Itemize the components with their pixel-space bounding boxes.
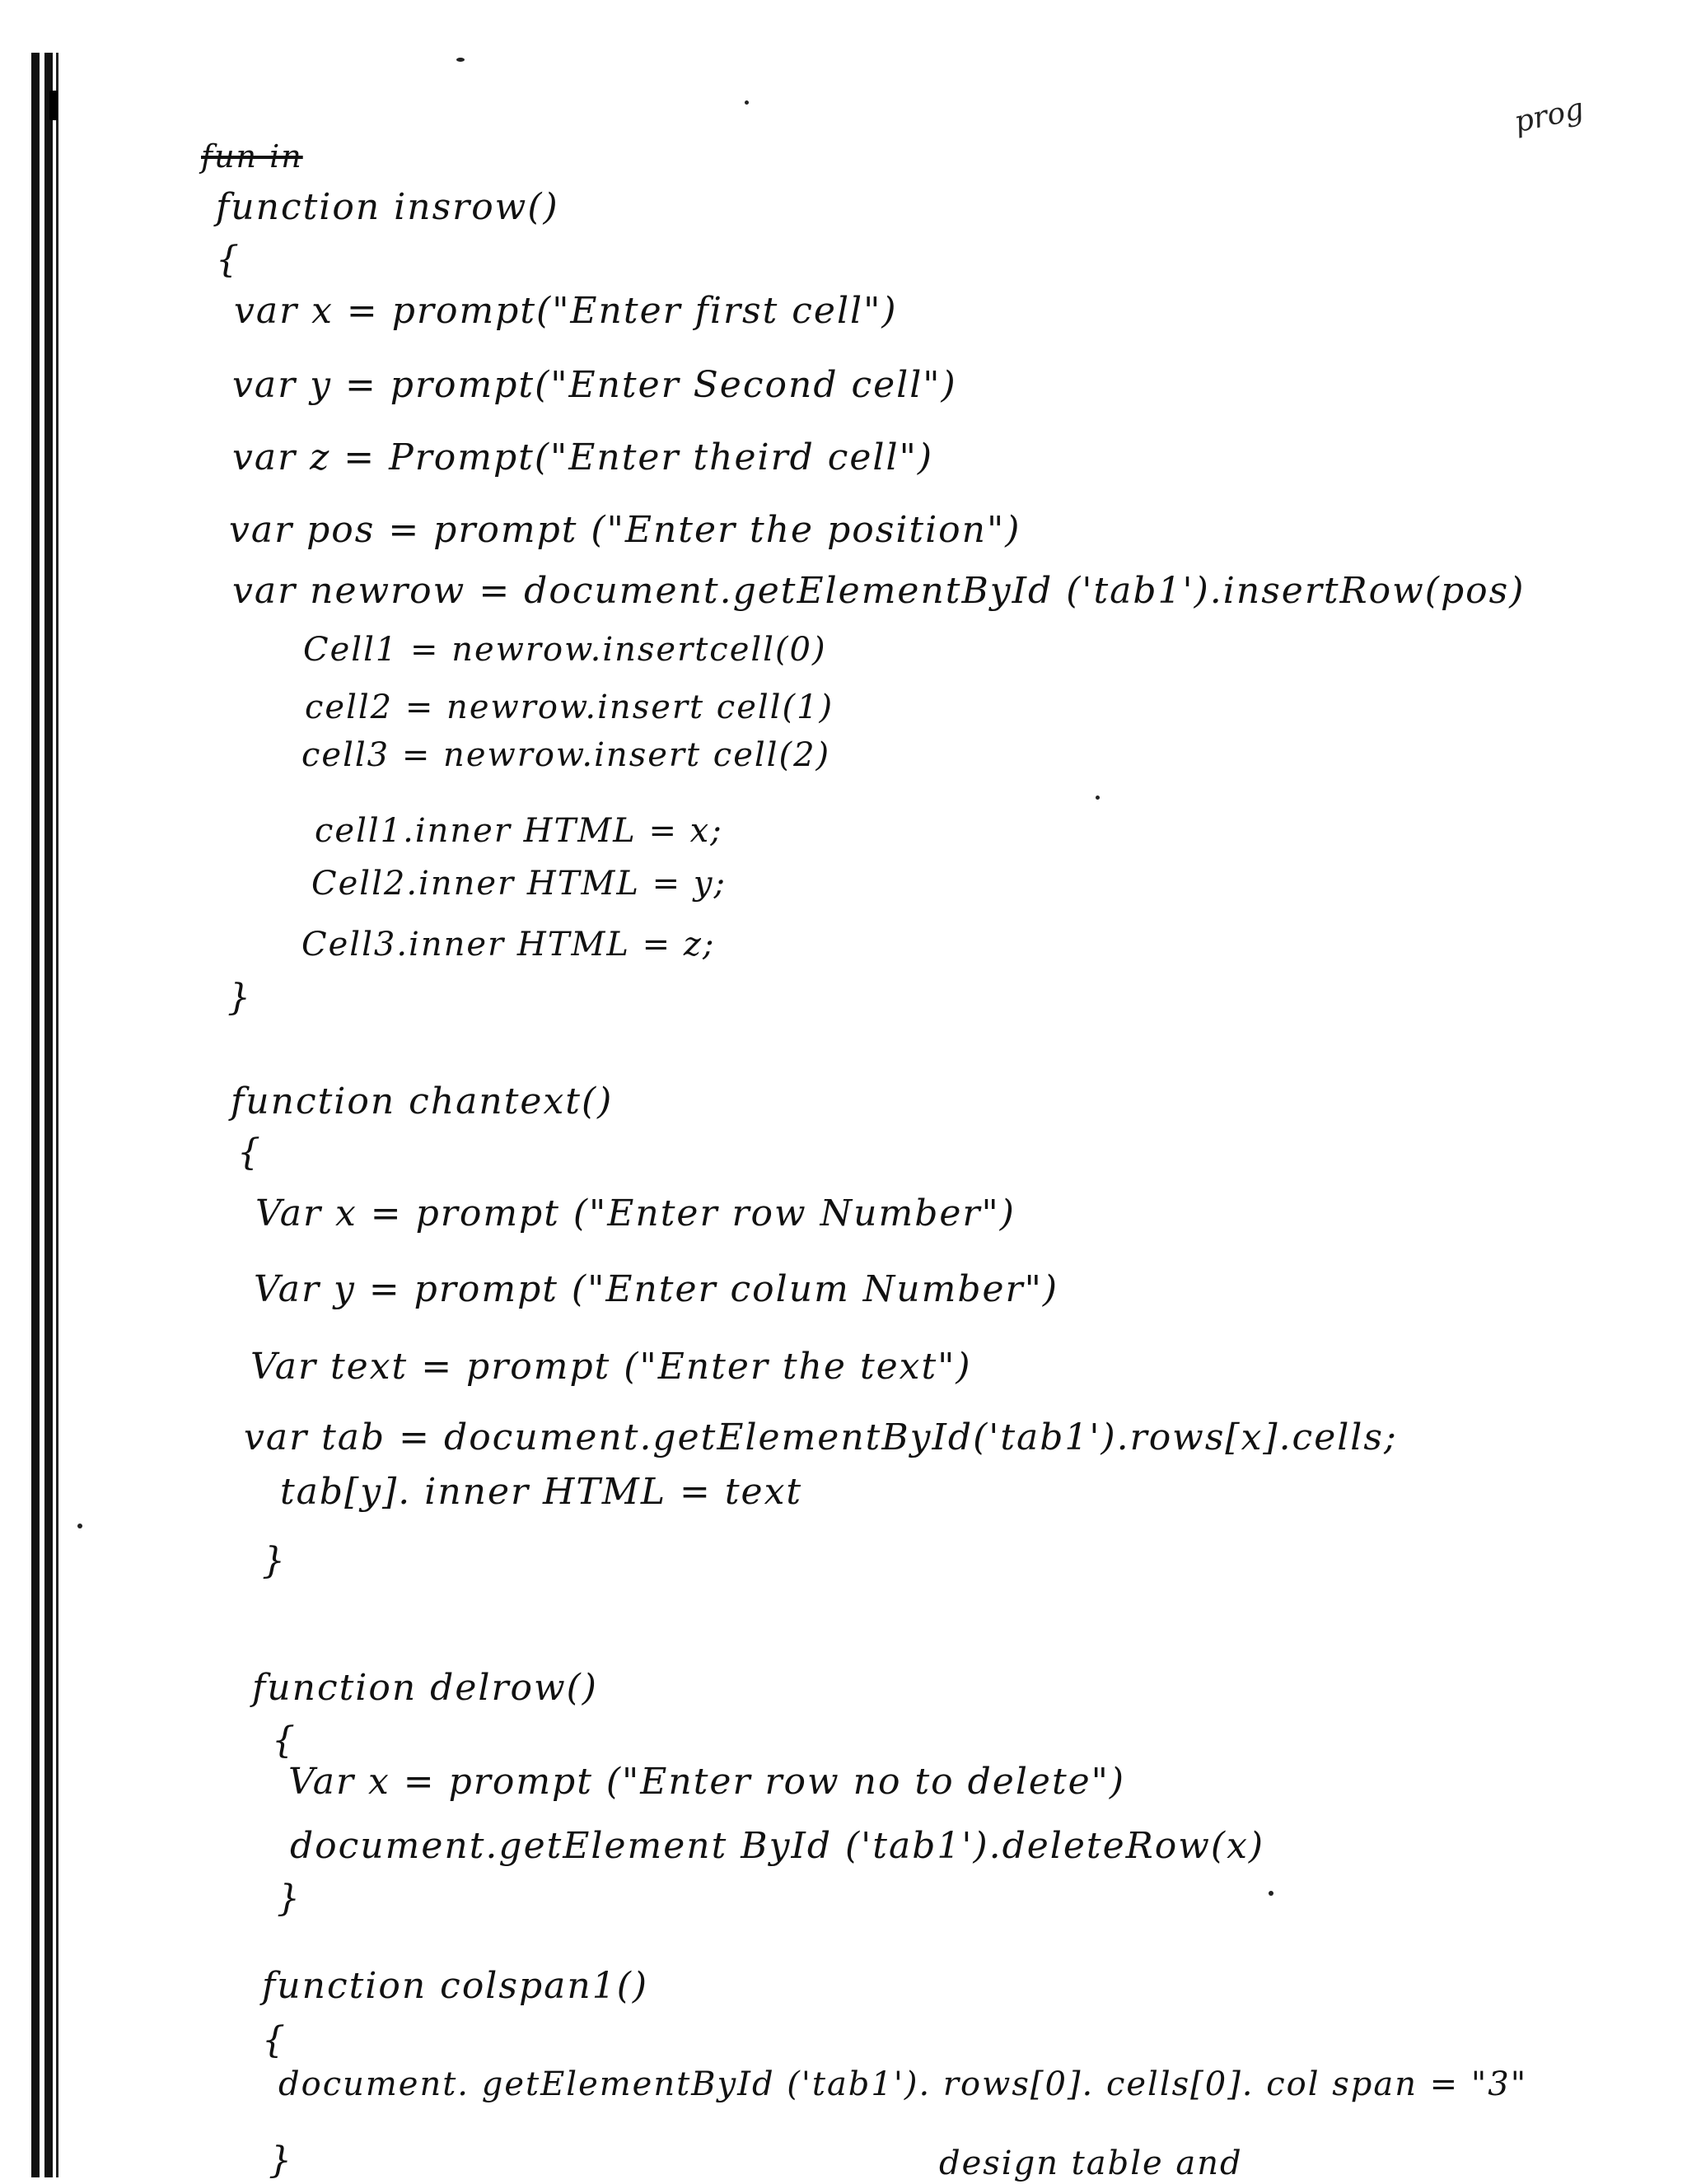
code-line: { [262, 2019, 287, 2061]
paper-speck [745, 100, 749, 105]
code-line: var x = prompt("Enter first cell") [234, 290, 898, 332]
code-line: { [216, 239, 241, 281]
code-line: function chantext() [231, 1080, 614, 1122]
code-line: } [227, 977, 252, 1019]
code-line: } [262, 1540, 287, 1582]
code-line: Var y = prompt ("Enter colum Number") [254, 1268, 1058, 1310]
code-line: Cell2.inner HTML = y; [311, 865, 727, 903]
code-line: function delrow() [252, 1667, 598, 1709]
code-line: var z = Prompt("Enter theird cell") [232, 436, 933, 478]
paper-speck [456, 58, 465, 62]
code-line: Var x = prompt ("Enter row Number") [255, 1192, 1016, 1234]
code-line: cell2 = newrow.insert cell(1) [305, 688, 834, 726]
code-line: Var text = prompt ("Enter the text") [250, 1346, 972, 1388]
corner-note: prog [1511, 91, 1587, 140]
paper-speck [1269, 1891, 1273, 1896]
code-line: tab[y]. inner HTML = text [280, 1471, 803, 1513]
code-line: } [277, 1878, 301, 1920]
code-line: document.getElement ById ('tab1').deleteRow(x) [290, 1825, 1265, 1867]
code-line: } [269, 2140, 293, 2182]
code-line: Cell3.inner HTML = z; [301, 926, 716, 964]
code-line: design table and [939, 2144, 1243, 2182]
code-line: cell1.inner HTML = x; [315, 812, 723, 850]
code-line: var pos = prompt ("Enter the position") [229, 509, 1021, 551]
code-line: var tab = document.getElementById('tab1').rows[x].cells; [244, 1416, 1398, 1458]
code-line: { [237, 1132, 262, 1174]
code-line: Cell1 = newrow.insertcell(0) [303, 631, 827, 669]
code-line: document. getElementById ('tab1'). rows[0]. cells[0]. col span = "3" [278, 2065, 1528, 2103]
code-line: fun in [201, 138, 303, 175]
binding-inner-strip [40, 53, 44, 2177]
paper-speck [1096, 796, 1100, 800]
code-line: cell3 = newrow.insert cell(2) [301, 736, 831, 774]
code-line: function insrow() [216, 186, 559, 228]
binding-mark [49, 91, 58, 120]
margin-rule [56, 53, 58, 2177]
code-line: { [272, 1720, 297, 1762]
paper-speck [77, 1524, 82, 1528]
code-line: Var x = prompt ("Enter row no to delete") [288, 1761, 1126, 1803]
code-line: var y = prompt("Enter Second cell") [232, 364, 957, 406]
code-line: function colspan1() [262, 1965, 649, 2007]
code-line: var newrow = document.getElementById ('tab1').insertRow(pos) [232, 570, 1526, 612]
